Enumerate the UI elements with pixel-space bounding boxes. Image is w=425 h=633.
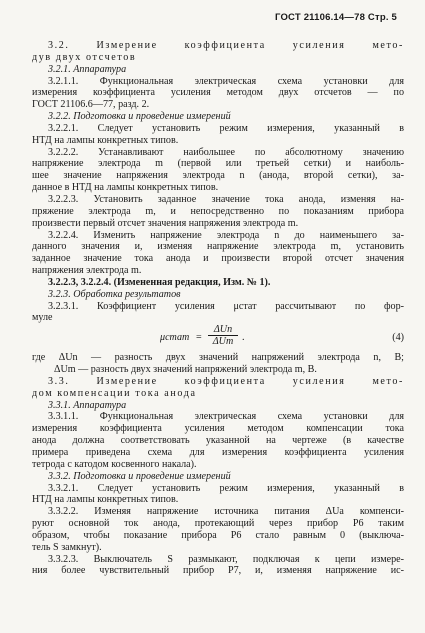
text-line: анода должна соответствовать указанной на чертеже (в качестве — [32, 435, 404, 447]
formula-denominator: ΔUm — [212, 336, 234, 348]
text-line: 3.2.1.1. Функциональная электрическая схема установки для — [48, 75, 404, 87]
text-line: 3.3.1.1. Функциональная электрическая схема установки для — [48, 411, 404, 423]
section-heading-3-3-cont: дом компенсации тока анода — [32, 387, 197, 399]
text-line: тетрода с катодом косвенного накала). — [32, 458, 197, 470]
amendment-note: 3.2.2.3, 3.2.2.4. (Измененная редакция, Изм. № 1). — [48, 276, 271, 288]
text-line: напряжения электрода m. — [32, 265, 142, 277]
text-line: 3.3.2.1. Следует установить режим измерения, указанный в — [48, 482, 404, 494]
text-line: 3.3.2.3. Выключатель S размыкают, подключая к цепи измере- — [48, 553, 404, 565]
text-line: напряжение электрода m (первой или третьей сетки) и наиболь- — [32, 158, 404, 170]
subsection-3-3-2: 3.3.2. Подготовка и проведение измерений — [48, 470, 231, 482]
subsection-3-2-3: 3.2.3. Обработка результатов — [48, 288, 181, 300]
text-line: 3.2.2.2. Устанавливают наибольшее по абсолютному значению — [48, 146, 404, 158]
text-line: шее значение напряжения электрода n (анода, второй сетки), за- — [32, 170, 404, 182]
subsection-3-2-2: 3.2.2. Подготовка и проведение измерений — [48, 111, 231, 123]
formula-numerator: ΔUn — [208, 324, 238, 336]
text-line: измерения коэффициента усиления методом двух отсчетов — по — [32, 87, 404, 99]
text-line: произвести первый отсчет значения напряжения электрода m. — [32, 217, 299, 229]
text-line: примера приведена схема для измерения коэффициента усиления — [32, 447, 404, 458]
text-line: тель S замкнут). — [32, 541, 102, 553]
text-line: НТД на лампы конкретных типов. — [32, 494, 179, 506]
text-line: ΔUm — разность двух значений напряжений электрода m, В. — [54, 364, 317, 376]
formula-lhs: μстат — [160, 332, 190, 344]
text-line: данное в НТД на лампы конкретных типов. — [32, 182, 219, 194]
subsection-3-2-1: 3.2.1. Аппаратура — [48, 63, 127, 75]
section-heading-3-3: 3.3. Измерение коэффициента усиления мето- — [48, 375, 404, 387]
text-line: 3.2.2.4. Изменить напряжение электрода n до наименьшего за- — [48, 229, 404, 241]
section-heading-3-2-cont: дув двух отсчетов — [32, 51, 137, 63]
text-line: муле — [32, 312, 53, 324]
text-line: измерения коэффициента усиления методом компенсации тока — [32, 423, 404, 435]
text-line: пряжение электрода m, и непосредственно по показаниям прибора — [32, 205, 404, 217]
text-line: руют основной ток анода, протекающий через прибор Р6 таким — [32, 518, 404, 530]
text-line: где ΔUn — разность двух значений напряжений электрода n, В; — [32, 352, 404, 364]
text-line: образом, чтобы показание прибора Р6 стало равным 0 (выключа- — [32, 529, 404, 541]
formula-fraction — [208, 324, 238, 347]
formula-period: . — [242, 332, 245, 344]
document-body — [32, 40, 404, 577]
text-line: НТД на лампы конкретных типов. — [32, 134, 179, 146]
text-line: 3.2.2.1. Следует установить режим измерения, указанный в — [48, 122, 404, 134]
text-line: 3.3.2.2. Изменяя напряжение источника питания ΔUа компенси- — [48, 506, 404, 518]
page-header: ГОСТ 21106.14—78 Стр. 5 — [274, 12, 397, 23]
text-line: заданное значение тока анода и произвести второй отсчет значения — [32, 253, 404, 265]
formula-equals: = — [196, 332, 202, 344]
subsection-3-3-1: 3.3.1. Аппаратура — [48, 399, 127, 411]
text-line: ния более чувствительный прибор Р7, и, изменяя напряжение ис- — [32, 565, 404, 577]
text-line: данного значения и, изменяя напряжение электрода m, установить — [32, 241, 404, 253]
formula-number: (4) — [392, 332, 404, 344]
formula-4 — [32, 324, 404, 352]
text-line: 3.2.3.1. Коэффициент усиления μстат рассчитывают по фор- — [48, 300, 404, 312]
text-line: 3.2.2.3. Установить заданное значение тока анода, изменяя на- — [48, 193, 404, 205]
text-line: ГОСТ 21106.6—77, разд. 2. — [32, 99, 150, 111]
section-heading-3-2: 3.2. Измерение коэффициента усиления мето- — [48, 40, 404, 51]
